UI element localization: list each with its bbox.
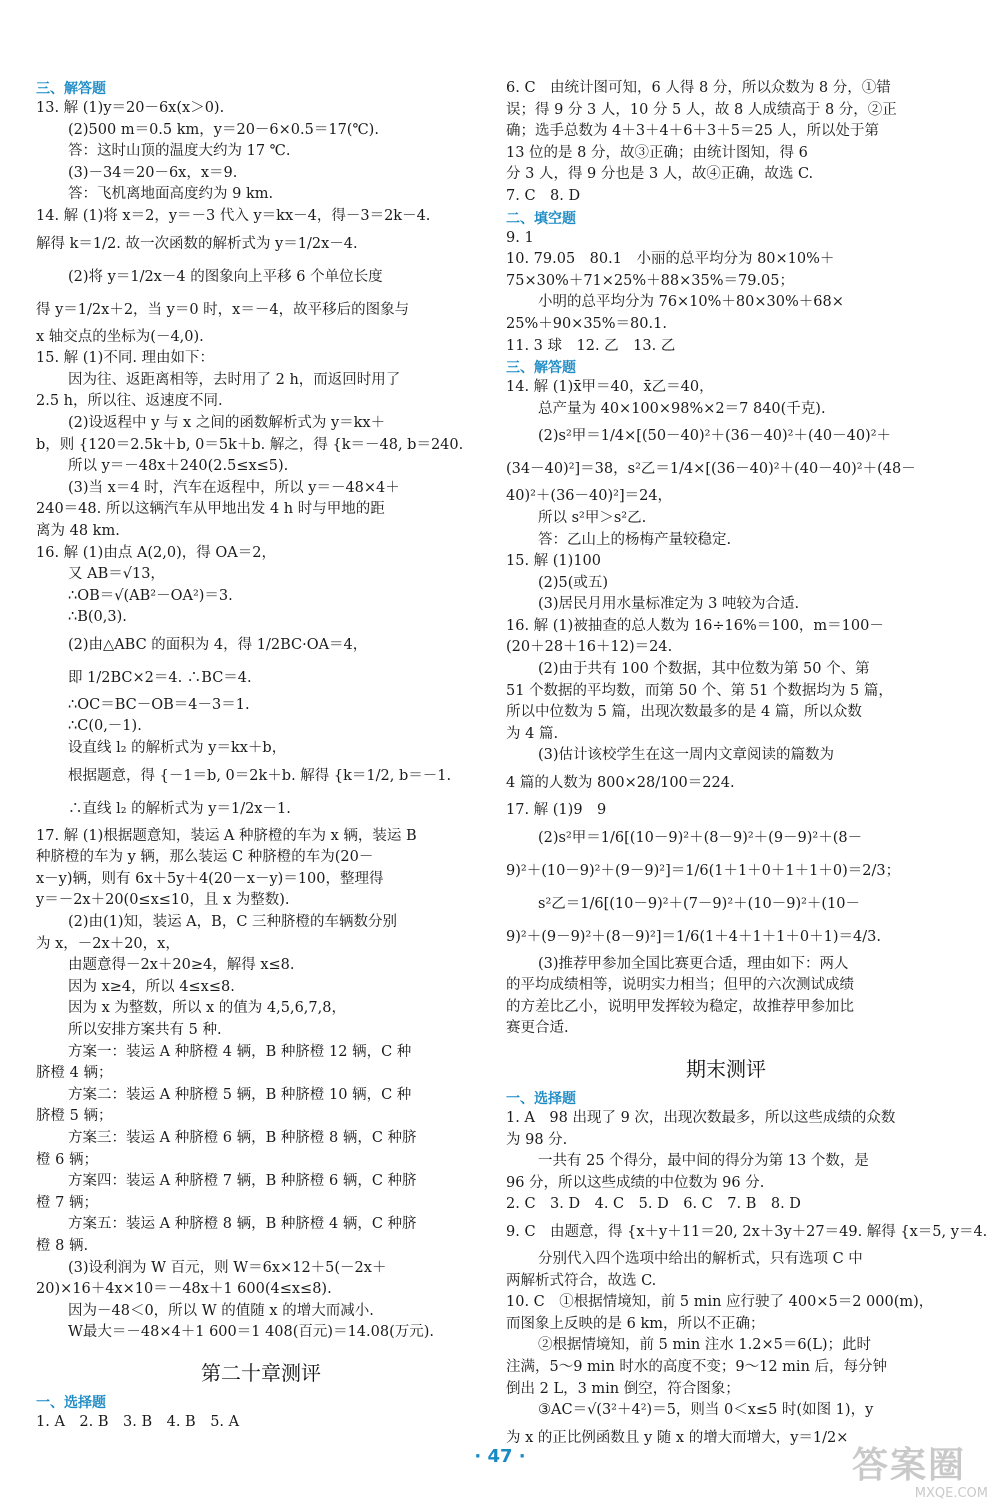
answer-line: 解得 k＝1/2. 故一次函数的解析式为 y＝1/2x－4. [36,235,358,252]
answer-line: 的方差比乙小，说明甲发挥较为稳定，故推荐甲参加比 [506,998,854,1015]
answer-line: 方案四：装运 A 种脐橙 7 辆，B 种脐橙 6 辆，C 种脐 [68,1173,417,1190]
answer-line: (2)s²甲＝1/4×[(50－40)²＋(36－40)²＋(40－40)²＋ [538,428,892,445]
answer-line: 所以 s²甲＞s²乙. [538,509,647,526]
answer-line: 17. 解 (1)9 9 [506,802,607,819]
answer-line: 方案五：装运 A 种脐橙 8 辆，B 种脐橙 4 辆，C 种脐 [68,1216,417,1233]
answer-line: 10. 79.05 80.1 小丽的总平均分为 80×10%＋ [506,251,835,268]
answer-line: (2)由△ABC 的面积为 4，得 1/2BC·OA＝4， [68,636,368,653]
answer-line: 11. 3 球 12. 乙 13. 乙 [506,337,676,354]
answer-line: 因为往、返距离相等，去时用了 2 h，而返回时用了 [68,371,401,388]
answer-line: 9. C 由题意，得 {x＋y＋11＝20, 2x＋3y＋27＝49. 解得 {x＝5, y＝4. [506,1223,988,1240]
answer-line: (34－40)²]＝38，s²乙＝1/4×[(36－40)²＋(40－40)²＋(48－ [506,461,916,478]
answer-line: (2)将 y＝1/2x－4 的图象向上平移 6 个单位长度 [68,268,383,285]
answer-line: 9)²＋(10－9)²＋(9－9)²]＝1/6(1＋1＋0＋1＋1＋0)＝2/3； [506,862,901,879]
answer-line: 而图象上反映的是 6 km，所以不正确； [506,1315,765,1332]
answer-line: 一共有 25 个得分，最中间的得分为第 13 个数，是 [538,1153,869,1170]
answer-line: (2)s²甲＝1/6[(10－9)²＋(8－9)²＋(9－9)²＋(8－ [538,829,863,846]
answer-line: 所以安排方案共有 5 种. [68,1022,222,1038]
page-number: · 47 · [474,1446,526,1467]
watermark-sub: MXQE.COM [914,1486,988,1501]
answer-line: 两解析式符合，故选 C. [506,1272,657,1289]
answer-line: 1. A 2. B 3. B 4. B 5. A [36,1413,240,1430]
answer-line: 脐橙 5 辆； [36,1108,113,1125]
answer-line: 脐橙 4 辆； [36,1065,113,1082]
answer-line: 答：这时山顶的温度大约为 17 ℃. [68,143,291,160]
answer-line: ②根据情境知，前 5 min 注水 1.2×5＝6(L)；此时 [538,1337,871,1354]
answer-line: 根据题意，得 {－1＝b, 0＝2k＋b. 解得 {k＝1/2, b＝－1. [68,767,452,784]
answer-line: 赛更合适. [506,1020,569,1037]
answer-line: 总产量为 40×100×98%×2＝7 840(千克). [538,400,826,417]
answer-line: (2)500 m＝0.5 km，y＝20－6×0.5＝17(℃). [68,121,379,138]
answer-line: 小明的总平均分为 76×10%＋80×30%＋68× [538,294,844,311]
answer-line: 为 4 篇. [506,725,559,742]
chapter-title: 期末测评 [686,1057,766,1081]
answer-line: 为 x，－2x＋20，x， [36,935,180,952]
answer-line: 14. 解 (1)将 x＝2，y＝－3 代入 y＝kx－4，得－3＝2k－4. [36,207,431,224]
answer-line: 4 篇的人数为 800×28/100＝224. [506,775,735,792]
answer-line: (3)估计该校学生在这一周内文章阅读的篇数为 [538,747,835,764]
answer-line: 16. 解 (1)被抽查的总人数为 16÷16%＝100，m＝100－ [506,617,884,634]
answer-line: 2.5 h，所以往、返速度不同. [36,393,223,410]
watermark-logo [852,1446,992,1506]
answer-line: (3)居民月用水量标准定为 3 吨较为合适. [538,596,800,613]
answer-line: 为 98 分. [506,1131,568,1148]
section-heading: 一、选择题 [36,1394,106,1411]
answer-line: 13 位的是 8 分，故③正确；由统计图知，得 6 [506,144,808,161]
answer-line: 因为 x≥4，所以 4≤x≤8. [68,978,235,995]
section-heading: 一、选择题 [506,1091,576,1107]
answer-line: ∴OB＝√(AB²－OA²)＝3. [68,587,233,604]
answer-line: 因为 x 为整数，所以 x 的值为 4,5,6,7,8， [68,1000,346,1017]
answer-line: 所以中位数为 5 篇，出现次数最多的是 4 篇，所以众数 [506,704,862,721]
answer-line: (2)由于共有 100 个数据，其中位数为第 50 个、第 [538,661,870,678]
answer-line: 方案三：装运 A 种脐橙 6 辆，B 种脐橙 8 辆，C 种脐 [68,1129,417,1146]
answer-line: 240＝48. 所以这辆汽车从甲地出发 4 h 时与甲地的距 [36,501,385,518]
answer-line: ∴B(0,3). [68,609,127,626]
answer-line: 橙 6 辆； [36,1151,98,1168]
answer-line: 的平均成绩相等，说明实力相当；但甲的六次测试成绩 [506,977,854,994]
answer-line: 橙 8 辆. [36,1237,89,1254]
answer-line: 75×30%＋71×25%＋88×35%＝79.05； [506,272,794,289]
answer-line: 橙 7 辆； [36,1194,98,1211]
answer-line: 分别代入四个选项中给出的解析式，只有选项 C 中 [538,1250,863,1267]
answer-line: ∴C(0,－1). [68,718,142,735]
answer-line: 得 y＝1/2x＋2，当 y＝0 时，x＝－4，故平移后的图象与 [36,301,410,318]
answer-line: 25%＋90×35%＝80.1. [506,315,667,332]
answer-line: 为 x 的正比例函数且 y 随 x 的增大而增大，y＝1/2× [506,1429,849,1446]
section-heading: 三、解答题 [506,360,576,377]
answer-line: y＝－2x＋20(0≤x≤10，且 x 为整数). [36,892,290,909]
answer-line: 16. 解 (1)由点 A(2,0)，得 OA＝2， [36,544,276,561]
answer-line: (3)推荐甲参加全国比赛更合适，理由如下：两人 [538,955,849,972]
answer-line: (3)设利润为 W 百元，则 W＝6x×12＋5(－2x＋ [68,1259,387,1276]
answer-line: (2)由(1)知，装运 A，B，C 三种脐橙的车辆数分别 [68,914,398,931]
answer-line: x－y)辆，则有 6x＋5y＋4(20－x－y)＝100，整理得 [36,870,384,887]
answer-line: 96 分，所以这些成绩的中位数为 96 分. [506,1174,765,1191]
answer-line: 15. 解 (1)不同. 理由如下： [36,350,215,367]
section-heading: 二、填空题 [506,210,576,227]
answer-line: (2)设返程中 y 与 x 之间的函数解析式为 y＝kx＋ [68,414,386,431]
answer-line: 离为 48 km. [36,522,120,539]
answer-line: x 轴交点的坐标为(－4,0). [36,328,204,345]
answer-line: ∴OC＝BC－OB＝4－3＝1. [68,696,250,713]
answer-line: 15. 解 (1)100 [506,553,601,570]
answer-line: 13. 解 (1)y＝20－6x(x＞0). [36,100,225,116]
answer-line: 注满，5～9 min 时水的高度不变；9～12 min 后，每分钟 [506,1358,888,1375]
answer-line: ∴直线 l₂ 的解析式为 y＝1/2x－1. [68,800,291,817]
answer-line: 2. C 3. D 4. C 5. D 6. C 7. B 8. D [506,1196,801,1213]
answer-line: 9)²＋(9－9)²＋(8－9)²]＝1/6(1＋4＋1＋1＋0＋1)＝4/3. [506,928,881,945]
section-heading: 三、解答题 [36,81,106,97]
answer-line: 40)²＋(36－40)²]＝24， [506,488,673,505]
watermark-main: 答案圈 [852,1445,967,1486]
left-column [36,78,486,1434]
answer-line: 方案一：装运 A 种脐橙 4 辆，B 种脐橙 12 辆，C 种 [68,1043,412,1060]
answer-line: 又 AB＝√13， [68,566,165,583]
answer-line: s²乙＝1/6[(10－9)²＋(7－9)²＋(10－9)²＋(10－ [538,895,861,912]
answer-line: 14. 解 (1)x̄甲＝40，x̄乙＝40， [506,379,714,396]
answer-line: 方案二：装运 A 种脐橙 5 辆，B 种脐橙 10 辆，C 种 [68,1086,412,1103]
answer-line: 所以 y＝－48x＋240(2.5≤x≤5). [68,458,289,475]
answer-line: W最大＝－48×4＋1 600＝1 408(百元)＝14.08(万元). [68,1324,434,1341]
answer-line: 6. C 由统计图可知，6 人得 8 分，所以众数为 8 分，①错 [506,80,891,96]
answer-line: 51 个数据的平均数，而第 50 个、第 51 个数据均为 5 篇， [506,682,893,699]
answer-line: 20)×16＋4x×10＝－48x＋1 600(4≤x≤8). [36,1281,332,1298]
answer-line: 答：乙山上的杨梅产量较稳定. [538,531,732,548]
answer-line: b，则 {120＝2.5k＋b, 0＝5k＋b. 解之，得 {k＝－48, b＝240. [36,436,464,453]
answer-line: (3)当 x＝4 时，汽车在返程中，所以 y＝－48×4＋ [68,479,400,496]
answer-line: 倒出 2 L，3 min 倒空，符合图象； [506,1380,740,1397]
answer-line: 确；选手总数为 4＋3＋4＋6＋3＋5＝25 人，所以处于第 [506,123,880,140]
answer-line: (3)－34＝20－6x，x＝9. [68,164,238,181]
answer-line: ③AC＝√(3²＋4²)＝5，则当 0＜x≤5 时(如图 1)，y [538,1402,874,1419]
answer-line: 误；得 9 分 3 人，10 分 5 人，故 8 人成绩高于 8 分，②正 [506,101,897,118]
answer-line: 7. C 8. D [506,187,581,204]
answer-line: 9. 1 [506,229,534,246]
answer-line: 因为－48＜0，所以 W 的值随 x 的增大而减小. [68,1302,374,1319]
answer-line: 设直线 l₂ 的解析式为 y＝kx＋b， [68,740,287,757]
answer-line: 种脐橙的车为 y 辆，那么装运 C 种脐橙的车为(20－ [36,849,374,866]
answer-line: 10. C ①根据情境知，前 5 min 应行驶了 400×5＝2 000(m)， [506,1294,934,1311]
right-column [506,78,988,1455]
answer-line: (2)5(或五) [538,574,609,591]
answer-line: 17. 解 (1)根据题意知，装运 A 种脐橙的车为 x 辆，装运 B [36,827,417,844]
answer-line: 由题意得－2x＋20≥4，解得 x≤8. [68,957,295,974]
answer-line: (20＋28＋16＋12)＝24. [506,639,673,656]
answer-line: 答：飞机离地面高度约为 9 km. [68,186,274,203]
answer-line: 1. A 98 出现了 9 次，出现次数最多，所以这些成绩的众数 [506,1110,896,1126]
chapter-title: 第二十章测评 [201,1360,321,1385]
answer-line: 分 3 人，得 9 分也是 3 人，故④正确，故选 C. [506,166,814,183]
answer-line: 即 1/2BC×2＝4. ∴BC＝4. [68,669,252,686]
